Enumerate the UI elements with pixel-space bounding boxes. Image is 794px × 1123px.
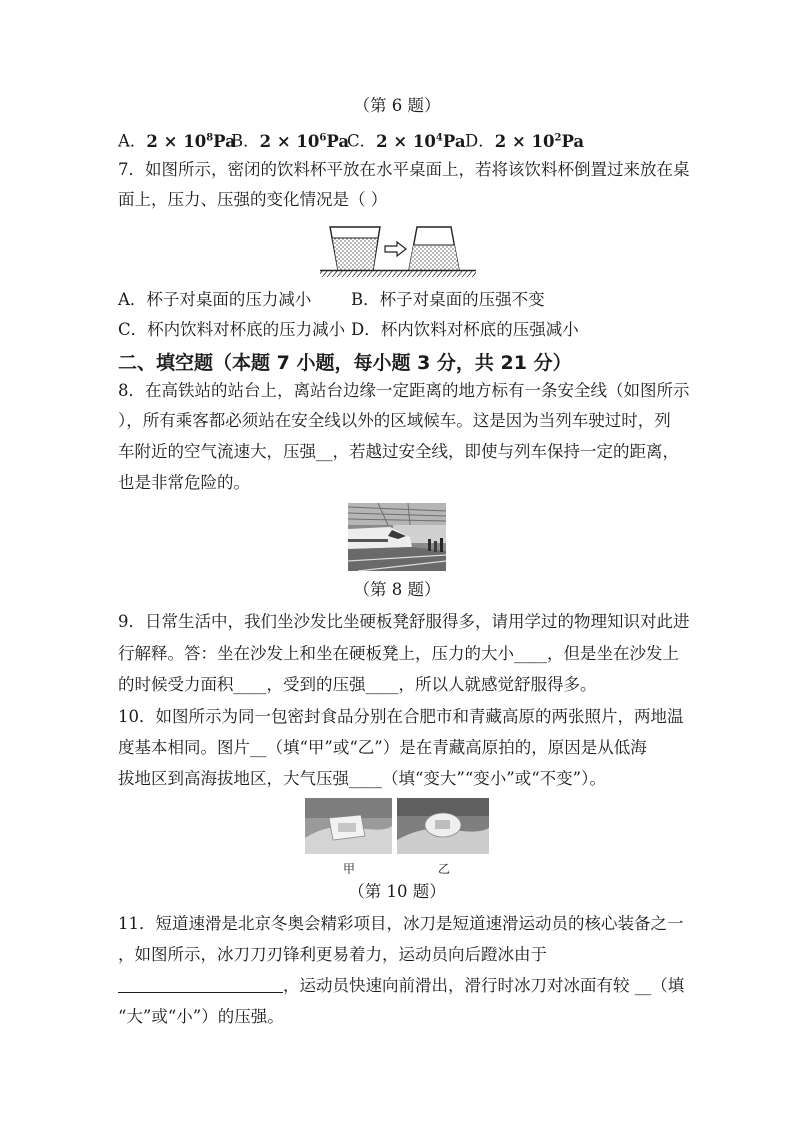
q7-options-row-2 bbox=[118, 319, 678, 341]
q7-option-a: A．杯子对桌面的压力减小 bbox=[118, 290, 312, 309]
q10-line-3: 拔地区到高海拔地区，大气压强____（填“变大”“变小”或“不变”）。 bbox=[118, 769, 606, 788]
q9-line-2: 行解释。答：坐在沙发上和坐在硬板凳上，压力的大小____，但是坐在沙发上 bbox=[118, 644, 679, 663]
q10-line-2: 度基本相同。图片__（填“甲”或“乙”）是在青藏高原拍的，原因是从低海 bbox=[118, 738, 647, 757]
q10-photo-jia bbox=[305, 798, 392, 854]
q7-line-2: 面上，压力、压强的变化情况是（ ） bbox=[118, 190, 388, 209]
section-2-heading: 二、填空题（本题 7 小题，每小题 3 分，共 21 分） bbox=[118, 352, 572, 374]
q11-blank bbox=[118, 976, 283, 993]
q6-options bbox=[118, 127, 678, 153]
q7-option-c: C．杯内饮料对杯底的压力减小 bbox=[118, 320, 346, 339]
q9-line-3: 的时候受力面积____，受到的压强____，所以人就感觉舒服得多。 bbox=[118, 675, 597, 694]
q11-line-1: 11．短道速滑是北京冬奥会精彩项目，冰刀是短道速滑运动员的核心装备之一 bbox=[118, 914, 684, 933]
q8-line-2: ），所有乘客都必须站在安全线以外的区域候车。这是因为当列车驶过时，列 bbox=[118, 411, 671, 430]
q6-option-c: C．$2 \times 10^4Pa$ bbox=[347, 131, 466, 151]
q6-option-b: B．$2 \times 10^6Pa$ bbox=[231, 131, 350, 151]
q7-option-d: D．杯内饮料对杯底的压强减小 bbox=[351, 320, 579, 339]
q6-option-d: D．$2 \times 10^2Pa$ bbox=[465, 131, 585, 151]
q6-caption: （第 6 题） bbox=[353, 96, 441, 115]
q11-line-4: “大”或“小”）的压强。 bbox=[118, 1007, 284, 1026]
q10-label-yi: 乙 bbox=[438, 862, 451, 876]
q11-line-3 bbox=[118, 975, 685, 997]
q8-line-4: 也是非常危险的。 bbox=[118, 473, 250, 492]
q10-caption: （第 10 题） bbox=[348, 882, 446, 901]
q7-cup-figure bbox=[318, 222, 478, 280]
q6-option-a: A．$2 \times 10^8Pa$ bbox=[118, 131, 236, 151]
q8-caption: （第 8 题） bbox=[353, 580, 441, 599]
q8-train-photo bbox=[348, 503, 446, 571]
q11-line-3-text: ，运动员快速向前滑出，滑行时冰刀对冰面有较 __（填 bbox=[283, 976, 685, 995]
q7-option-b: B．杯子对桌面的压强不变 bbox=[351, 290, 545, 309]
q7-line-1: 7．如图所示，密闭的饮料杯平放在水平桌面上，若将该饮料杯倒置过来放在桌 bbox=[118, 160, 690, 179]
q7-options-row-1 bbox=[118, 289, 678, 311]
q10-line-1: 10．如图所示为同一包密封食品分别在合肥市和青藏高原的两张照片，两地温 bbox=[118, 707, 684, 726]
q10-label-jia: 甲 bbox=[343, 862, 356, 876]
q10-photo-yi bbox=[397, 798, 489, 854]
q11-line-2: ，如图所示，冰刀刀刃锋利更易着力，运动员向后蹬冰由于 bbox=[118, 945, 547, 964]
q8-line-3: 车附近的空气流速大，压强__，若越过安全线，即使与列车保持一定的距离， bbox=[118, 442, 679, 461]
q8-line-1: 8．在高铁站的站台上，离站台边缘一定距离的地方标有一条安全线（如图所示 bbox=[118, 381, 690, 400]
q9-line-1: 9．日常生活中，我们坐沙发比坐硬板凳舒服得多，请用学过的物理知识对此进 bbox=[118, 612, 690, 631]
